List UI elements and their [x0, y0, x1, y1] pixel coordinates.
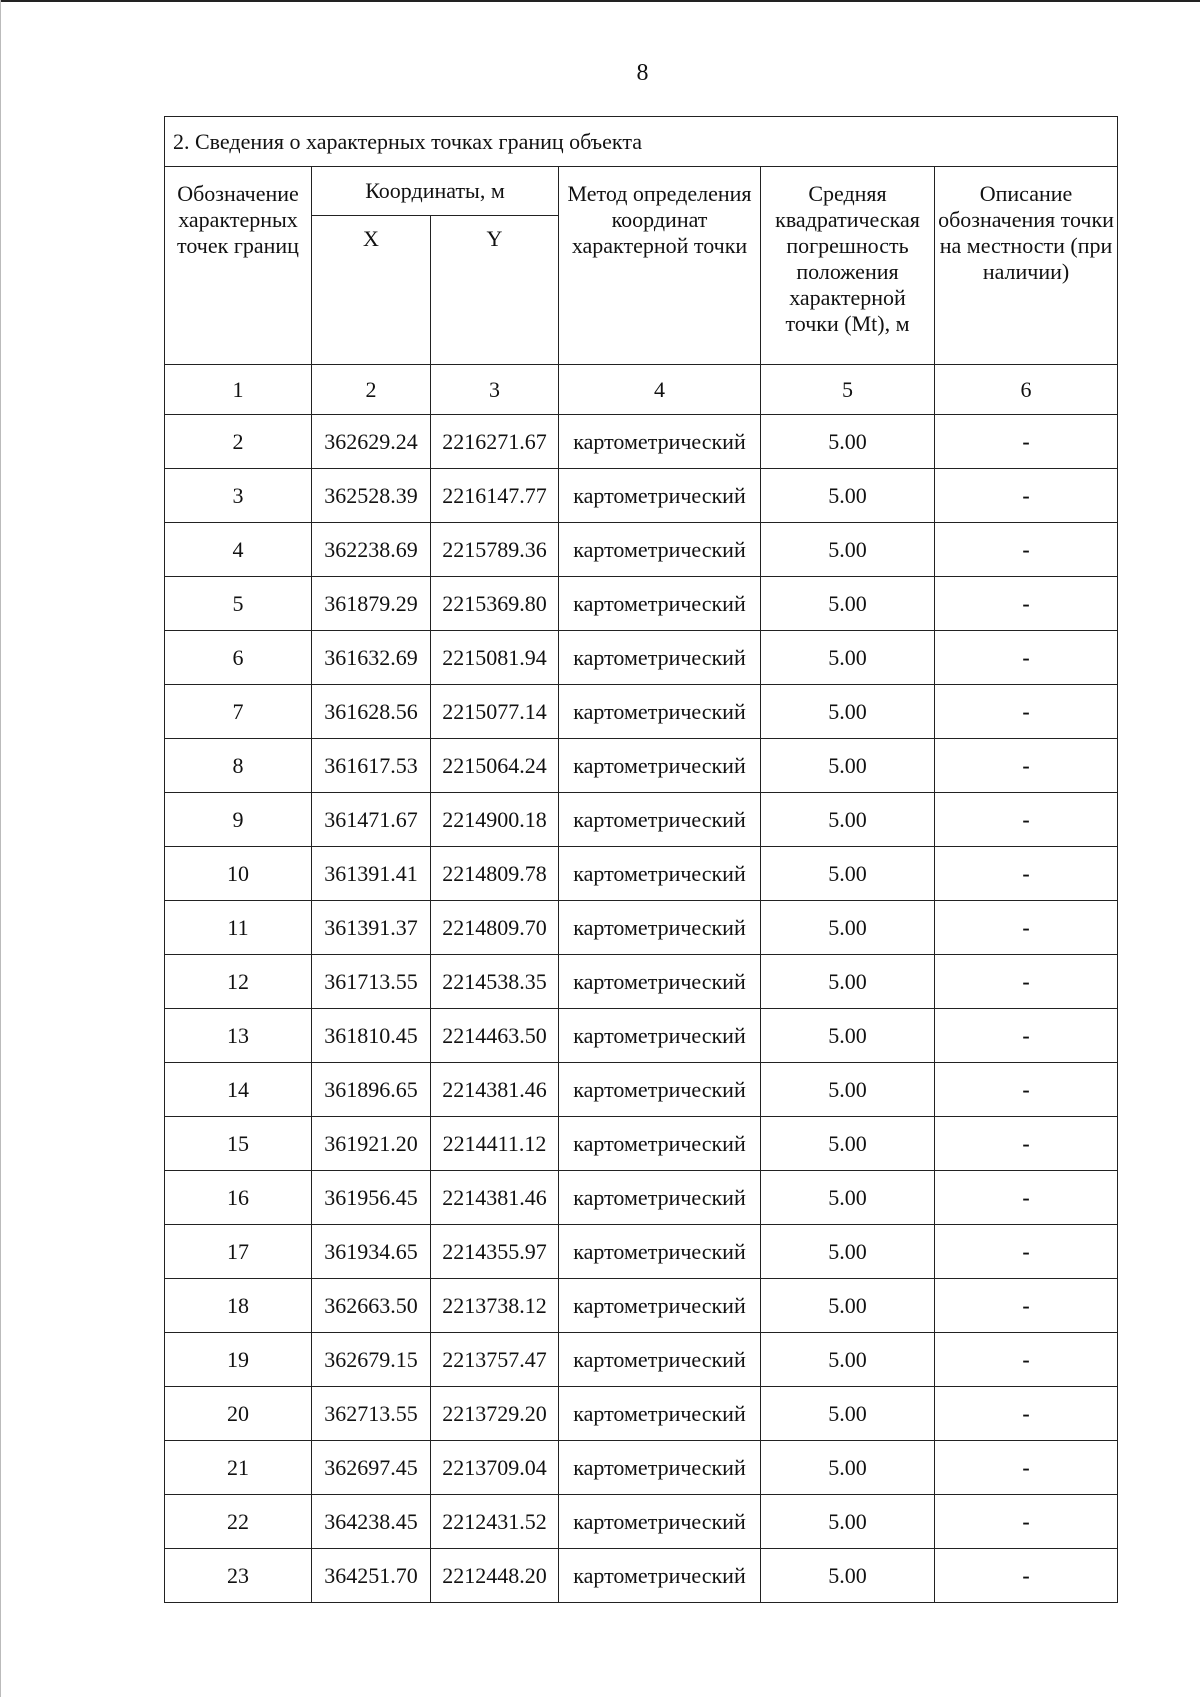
table-caption-row — [165, 117, 1118, 167]
x-coordinate-cell: 362663.50 — [312, 1279, 431, 1333]
point-number-cell: 8 — [165, 739, 312, 793]
x-coordinate-cell: 362697.45 — [312, 1441, 431, 1495]
table-row — [165, 1495, 1118, 1549]
method-cell: картометрический — [559, 577, 761, 631]
y-coordinate-cell: 2214381.46 — [431, 1063, 559, 1117]
method-cell: картометрический — [559, 415, 761, 469]
error-cell: 5.00 — [761, 1495, 935, 1549]
method-cell: картометрический — [559, 1063, 761, 1117]
point-number-cell: 9 — [165, 793, 312, 847]
y-coordinate-cell: 2214900.18 — [431, 793, 559, 847]
x-coordinate-cell: 361391.37 — [312, 901, 431, 955]
method-cell: картометрический — [559, 955, 761, 1009]
table-row — [165, 577, 1118, 631]
point-number-cell: 22 — [165, 1495, 312, 1549]
x-coordinate-cell: 361617.53 — [312, 739, 431, 793]
y-coordinate-cell: 2215081.94 — [431, 631, 559, 685]
error-cell: 5.00 — [761, 793, 935, 847]
column-number: 3 — [431, 365, 559, 415]
description-cell: - — [935, 1117, 1118, 1171]
y-coordinate-cell: 2215077.14 — [431, 685, 559, 739]
column-number-row — [165, 365, 1118, 415]
column-number: 6 — [935, 365, 1118, 415]
scan-top-edge — [0, 0, 1200, 2]
point-number-cell: 11 — [165, 901, 312, 955]
point-number-cell: 16 — [165, 1171, 312, 1225]
x-coordinate-cell: 362238.69 — [312, 523, 431, 577]
y-coordinate-cell: 2216271.67 — [431, 415, 559, 469]
column-number: 5 — [761, 365, 935, 415]
error-cell: 5.00 — [761, 523, 935, 577]
y-coordinate-cell: 2213709.04 — [431, 1441, 559, 1495]
error-cell: 5.00 — [761, 1441, 935, 1495]
error-cell: 5.00 — [761, 955, 935, 1009]
x-coordinate-cell: 361810.45 — [312, 1009, 431, 1063]
header-designation: Обозначение характерных точек границ — [165, 167, 312, 365]
method-cell: картометрический — [559, 1171, 761, 1225]
point-number-cell: 20 — [165, 1387, 312, 1441]
method-cell: картометрический — [559, 901, 761, 955]
description-cell: - — [935, 631, 1118, 685]
table-row — [165, 793, 1118, 847]
description-cell: - — [935, 1549, 1118, 1603]
error-cell: 5.00 — [761, 1279, 935, 1333]
description-cell: - — [935, 901, 1118, 955]
description-cell: - — [935, 1063, 1118, 1117]
x-coordinate-cell: 361879.29 — [312, 577, 431, 631]
column-number: 2 — [312, 365, 431, 415]
method-cell: картометрический — [559, 793, 761, 847]
x-coordinate-cell: 361391.41 — [312, 847, 431, 901]
header-row — [165, 167, 1118, 216]
y-coordinate-cell: 2213738.12 — [431, 1279, 559, 1333]
method-cell: картометрический — [559, 469, 761, 523]
x-coordinate-cell: 361713.55 — [312, 955, 431, 1009]
table-row — [165, 901, 1118, 955]
error-cell: 5.00 — [761, 685, 935, 739]
header-x: X — [312, 216, 431, 365]
column-number: 4 — [559, 365, 761, 415]
description-cell: - — [935, 1009, 1118, 1063]
y-coordinate-cell: 2212431.52 — [431, 1495, 559, 1549]
error-cell: 5.00 — [761, 469, 935, 523]
y-coordinate-cell: 2214411.12 — [431, 1117, 559, 1171]
description-cell: - — [935, 1225, 1118, 1279]
method-cell: картометрический — [559, 1495, 761, 1549]
description-cell: - — [935, 847, 1118, 901]
method-cell: картометрический — [559, 1333, 761, 1387]
error-cell: 5.00 — [761, 415, 935, 469]
point-number-cell: 4 — [165, 523, 312, 577]
x-coordinate-cell: 364238.45 — [312, 1495, 431, 1549]
method-cell: картометрический — [559, 1225, 761, 1279]
y-coordinate-cell: 2214355.97 — [431, 1225, 559, 1279]
description-cell: - — [935, 469, 1118, 523]
x-coordinate-cell: 361632.69 — [312, 631, 431, 685]
table-row — [165, 1225, 1118, 1279]
table-row — [165, 469, 1118, 523]
point-number-cell: 14 — [165, 1063, 312, 1117]
page-number: 8 — [636, 60, 649, 86]
header-coordinates: Координаты, м — [312, 167, 559, 216]
y-coordinate-cell: 2214538.35 — [431, 955, 559, 1009]
boundary-points-table — [164, 116, 1118, 1603]
error-cell: 5.00 — [761, 631, 935, 685]
table-row — [165, 1549, 1118, 1603]
y-coordinate-cell: 2214809.78 — [431, 847, 559, 901]
point-number-cell: 19 — [165, 1333, 312, 1387]
point-number-cell: 18 — [165, 1279, 312, 1333]
table-caption: 2. Сведения о характерных точках границ объекта — [165, 117, 1118, 167]
table-row — [165, 1279, 1118, 1333]
table-row — [165, 1441, 1118, 1495]
point-number-cell: 21 — [165, 1441, 312, 1495]
table-row — [165, 1009, 1118, 1063]
y-coordinate-cell: 2214463.50 — [431, 1009, 559, 1063]
method-cell: картометрический — [559, 1009, 761, 1063]
description-cell: - — [935, 523, 1118, 577]
x-coordinate-cell: 361921.20 — [312, 1117, 431, 1171]
description-cell: - — [935, 415, 1118, 469]
error-cell: 5.00 — [761, 1117, 935, 1171]
y-coordinate-cell: 2215789.36 — [431, 523, 559, 577]
error-cell: 5.00 — [761, 1171, 935, 1225]
y-coordinate-cell: 2214809.70 — [431, 901, 559, 955]
x-coordinate-cell: 362713.55 — [312, 1387, 431, 1441]
error-cell: 5.00 — [761, 901, 935, 955]
table-row — [165, 1063, 1118, 1117]
header-y: Y — [431, 216, 559, 365]
method-cell: картометрический — [559, 1387, 761, 1441]
table-row — [165, 631, 1118, 685]
table-row — [165, 1333, 1118, 1387]
point-number-cell: 15 — [165, 1117, 312, 1171]
point-number-cell: 3 — [165, 469, 312, 523]
x-coordinate-cell: 361471.67 — [312, 793, 431, 847]
method-cell: картометрический — [559, 1441, 761, 1495]
description-cell: - — [935, 685, 1118, 739]
method-cell: картометрический — [559, 1279, 761, 1333]
y-coordinate-cell: 2216147.77 — [431, 469, 559, 523]
method-cell: картометрический — [559, 685, 761, 739]
description-cell: - — [935, 1387, 1118, 1441]
error-cell: 5.00 — [761, 1063, 935, 1117]
method-cell: картометрический — [559, 1549, 761, 1603]
point-number-cell: 6 — [165, 631, 312, 685]
x-coordinate-cell: 362629.24 — [312, 415, 431, 469]
header-error: Средняя квадратическая погрешность положения характерной точки (Mt), м — [761, 167, 935, 365]
method-cell: картометрический — [559, 1117, 761, 1171]
point-number-cell: 5 — [165, 577, 312, 631]
point-number-cell: 7 — [165, 685, 312, 739]
y-coordinate-cell: 2215064.24 — [431, 739, 559, 793]
table-row — [165, 739, 1118, 793]
method-cell: картометрический — [559, 847, 761, 901]
error-cell: 5.00 — [761, 577, 935, 631]
error-cell: 5.00 — [761, 1387, 935, 1441]
error-cell: 5.00 — [761, 1549, 935, 1603]
x-coordinate-cell: 361956.45 — [312, 1171, 431, 1225]
description-cell: - — [935, 1171, 1118, 1225]
table-row — [165, 1387, 1118, 1441]
error-cell: 5.00 — [761, 1225, 935, 1279]
description-cell: - — [935, 1441, 1118, 1495]
error-cell: 5.00 — [761, 1333, 935, 1387]
point-number-cell: 23 — [165, 1549, 312, 1603]
description-cell: - — [935, 955, 1118, 1009]
x-coordinate-cell: 361628.56 — [312, 685, 431, 739]
header-method: Метод определения координат характерной точки — [559, 167, 761, 365]
y-coordinate-cell: 2215369.80 — [431, 577, 559, 631]
x-coordinate-cell: 364251.70 — [312, 1549, 431, 1603]
error-cell: 5.00 — [761, 739, 935, 793]
description-cell: - — [935, 1495, 1118, 1549]
description-cell: - — [935, 739, 1118, 793]
y-coordinate-cell: 2213729.20 — [431, 1387, 559, 1441]
error-cell: 5.00 — [761, 1009, 935, 1063]
x-coordinate-cell: 361934.65 — [312, 1225, 431, 1279]
description-cell: - — [935, 1333, 1118, 1387]
x-coordinate-cell: 361896.65 — [312, 1063, 431, 1117]
column-number: 1 — [165, 365, 312, 415]
method-cell: картометрический — [559, 631, 761, 685]
table-row — [165, 1171, 1118, 1225]
error-cell: 5.00 — [761, 847, 935, 901]
x-coordinate-cell: 362679.15 — [312, 1333, 431, 1387]
table-row — [165, 1117, 1118, 1171]
y-coordinate-cell: 2213757.47 — [431, 1333, 559, 1387]
y-coordinate-cell: 2212448.20 — [431, 1549, 559, 1603]
description-cell: - — [935, 1279, 1118, 1333]
header-description: Описание обозначения точки на местности (при наличии) — [935, 167, 1118, 365]
point-number-cell: 2 — [165, 415, 312, 469]
table-row — [165, 955, 1118, 1009]
x-coordinate-cell: 362528.39 — [312, 469, 431, 523]
table-row — [165, 523, 1118, 577]
method-cell: картометрический — [559, 523, 761, 577]
scan-left-edge — [0, 0, 1, 1697]
method-cell: картометрический — [559, 739, 761, 793]
description-cell: - — [935, 793, 1118, 847]
point-number-cell: 10 — [165, 847, 312, 901]
table-row — [165, 685, 1118, 739]
point-number-cell: 17 — [165, 1225, 312, 1279]
y-coordinate-cell: 2214381.46 — [431, 1171, 559, 1225]
table-row — [165, 415, 1118, 469]
table-row — [165, 847, 1118, 901]
point-number-cell: 13 — [165, 1009, 312, 1063]
point-number-cell: 12 — [165, 955, 312, 1009]
description-cell: - — [935, 577, 1118, 631]
